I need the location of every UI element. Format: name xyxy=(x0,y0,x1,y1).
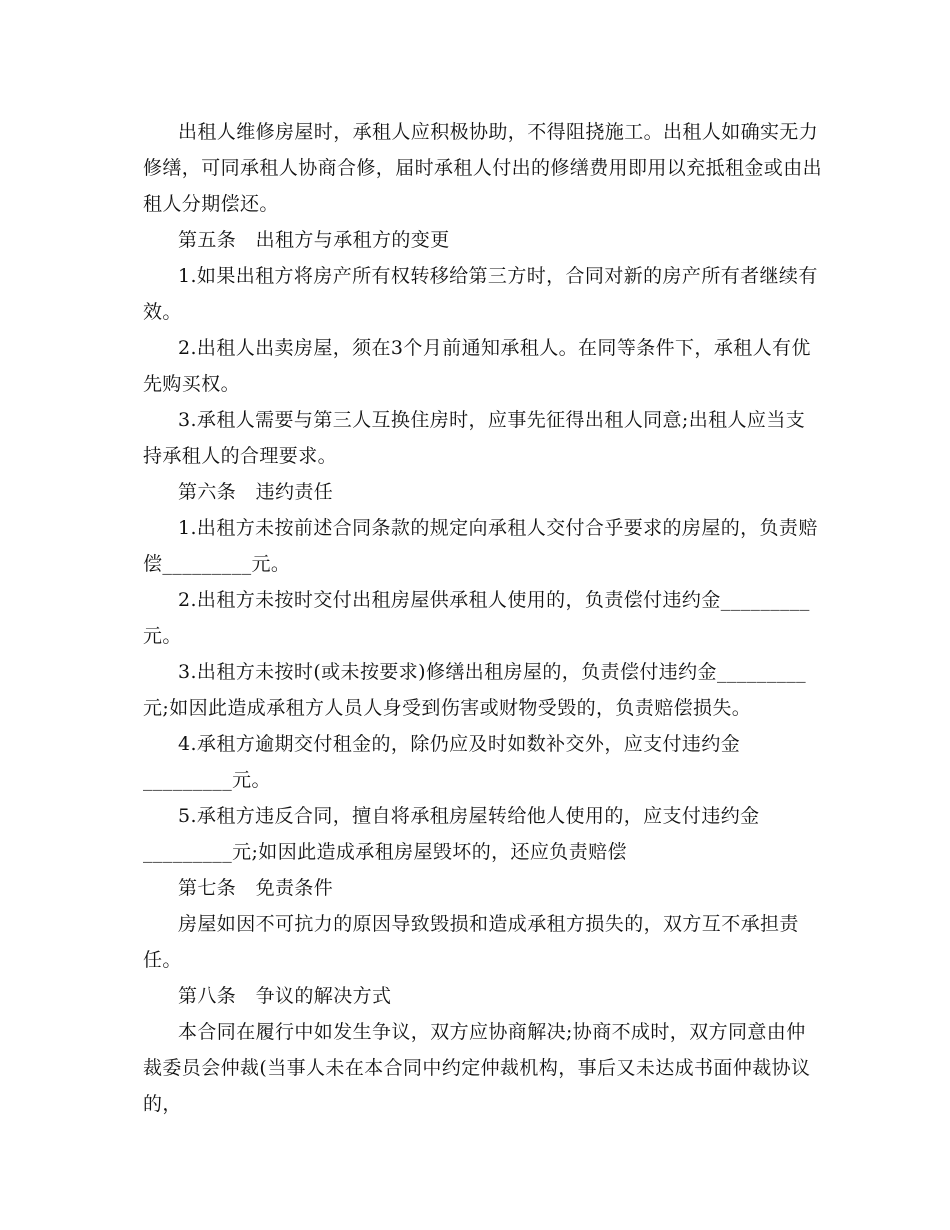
article-5-clause-1: 1.如果出租方将房产所有权转移给第三方时，合同对新的房产所有者继续有效。 xyxy=(143,265,818,323)
article-8-body: 本合同在履行中如发生争议，双方应协商解决;协商不成时，双方同意由仲裁委员会仲裁(当事人未在本合同中约定仲裁机构，事后又未达成书面仲裁协议的， xyxy=(143,1021,811,1115)
article-6-clause-3: 3.出租方未按时(或未按要求)修缮出租房屋的，负责偿付违约金_________元;如因此造成承租方人员人身受到伤害或财物受毁的，负责赔偿损失。 xyxy=(143,661,807,719)
article-6-clause-2: 2.出租方未按时交付出租房屋供承租人使用的，负责偿付违约金_________元。 xyxy=(143,589,810,647)
article-5-clause-3: 3.承租人需要与第三人互换住房时，应事先征得出租人同意;出租人应当支持承租人的合理要求。 xyxy=(143,409,806,467)
article-6-heading: 第六条 违约责任 xyxy=(178,481,334,503)
article-5-heading: 第五条 出租方与承租方的变更 xyxy=(178,229,450,251)
article-7-heading: 第七条 免责条件 xyxy=(178,877,334,899)
paragraph-repair-cooperation: 出租人维修房屋时，承租人应积极协助，不得阻挠施工。出租人如确实无力修缮，可同承租人协商合修，届时承租人付出的修缮费用即用以充抵租金或由出租人分期偿还。 xyxy=(143,121,823,215)
article-5-clause-2: 2.出租人出卖房屋，须在3个月前通知承租人。在同等条件下，承租人有优先购买权。 xyxy=(143,337,811,395)
article-7-body: 房屋如因不可抗力的原因导致毁损和造成承租方损失的，双方互不承担责任。 xyxy=(143,913,799,971)
article-6-clause-5: 5.承租方违反合同，擅自将承租房屋转给他人使用的，应支付违约金_________元;如因此造成承租房屋毁坏的，还应负责赔偿 xyxy=(143,805,760,863)
article-6-clause-4: 4.承租方逾期交付租金的，除仍应及时如数补交外，应支付违约金_________元。 xyxy=(143,733,741,791)
document-body xyxy=(143,114,823,1122)
article-6-clause-1: 1.出租方未按前述合同条款的规定向承租人交付合乎要求的房屋的，负责赔偿_________元。 xyxy=(143,517,818,575)
article-8-heading: 第八条 争议的解决方式 xyxy=(178,985,392,1007)
